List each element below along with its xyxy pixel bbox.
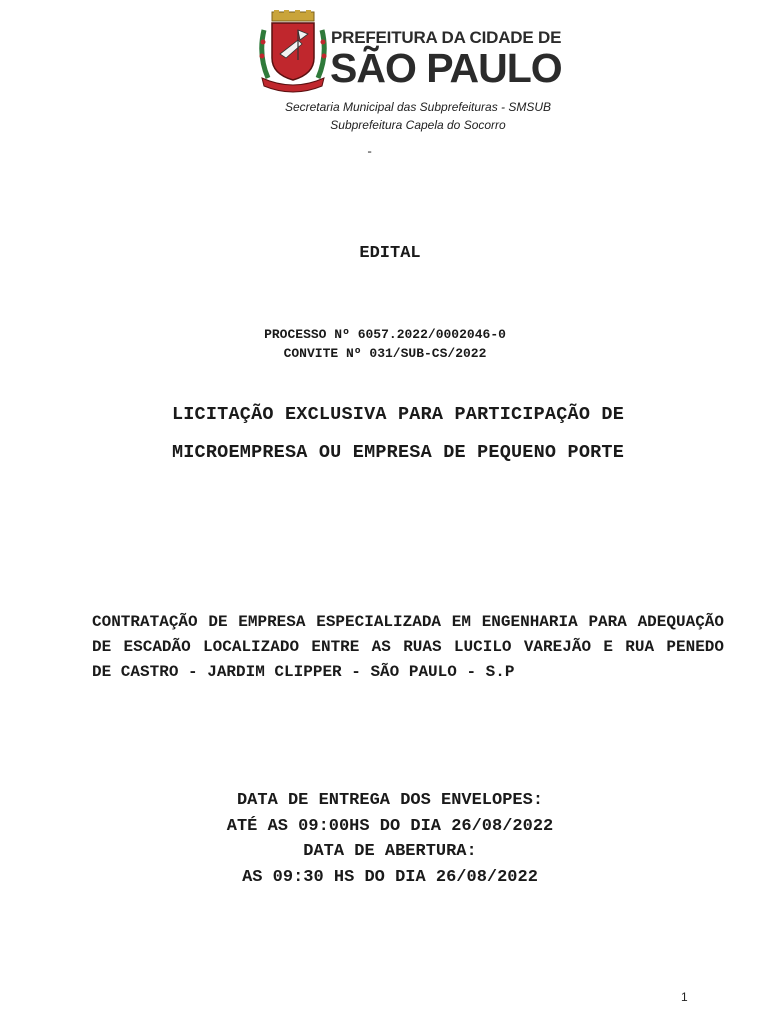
abertura-value: AS 09:30 HS DO DIA 26/08/2022 <box>242 868 538 887</box>
entrega-value: ATÉ AS 09:00HS DO DIA 26/08/2022 <box>226 817 554 836</box>
dash-mark: - <box>366 145 374 159</box>
licitacao-line-1: LICITAÇÃO EXCLUSIVA PARA PARTICIPAÇÃO DE <box>171 404 625 425</box>
abertura-label: DATA DE ABERTURA: <box>303 842 477 861</box>
processo-number: PROCESSO Nº 6057.2022/0002046-0 <box>264 327 506 342</box>
city-name-logo-text: SÃO PAULO <box>330 45 562 91</box>
city-coat-of-arms-logo <box>258 10 328 96</box>
document-title: EDITAL <box>359 244 421 263</box>
prefeitura-heading: PREFEITURA DA CIDADE DE <box>331 28 562 47</box>
subprefeitura-line: Subprefeitura Capela do Socorro <box>330 118 506 132</box>
letterhead <box>258 8 598 138</box>
page-number: 1 <box>681 990 688 1004</box>
objeto-description: CONTRATAÇÃO DE EMPRESA ESPECIALIZADA EM ENGENHARIA PARA ADEQUAÇÃO DE ESCADÃO LOCALIZADO ENTRE AS RUAS LUCILO VAREJÃO E RUA PENEDO DE CASTRO - JARDIM CLIPPER - SÃO PAULO - S.P <box>92 613 724 681</box>
secretaria-line: Secretaria Municipal das Subprefeituras - SMSUB <box>284 100 552 114</box>
entrega-label: DATA DE ENTREGA DOS ENVELOPES: <box>236 791 544 810</box>
licitacao-line-2: MICROEMPRESA OU EMPRESA DE PEQUENO PORTE <box>171 442 625 463</box>
convite-number: CONVITE Nº 031/SUB-CS/2022 <box>283 346 487 361</box>
